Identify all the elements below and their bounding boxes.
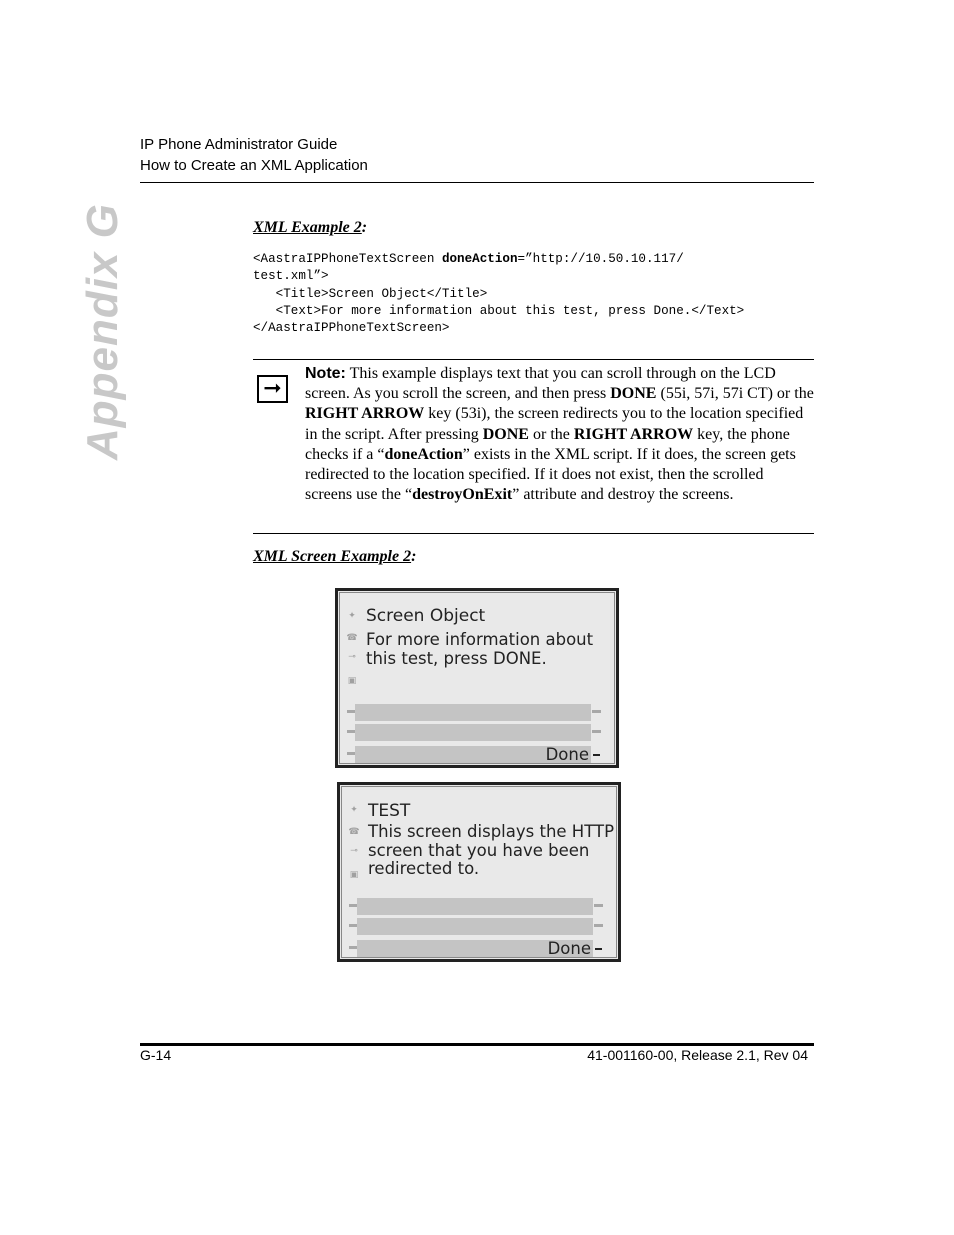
xml-example-heading: XML Example 2: — [253, 219, 368, 236]
speaker-icon: ▣ — [349, 870, 359, 880]
running-header — [140, 134, 368, 176]
header-rule — [140, 182, 814, 183]
screen-example-title: XML Screen Example 2 — [253, 548, 412, 565]
speaker-icon: ▣ — [347, 676, 357, 686]
page-number: G-14 — [140, 1047, 172, 1063]
note-label: Note: — [305, 365, 346, 382]
done-softkey[interactable]: Done — [547, 939, 591, 958]
lcd-title: Screen Object — [366, 606, 486, 626]
handset-icon: ☎ — [348, 827, 360, 837]
appendix-side-tab: Appendix G — [78, 203, 127, 460]
lcd-body: For more information about this test, press DONE. — [366, 630, 594, 668]
softkey-bar — [355, 724, 591, 741]
footer-rule — [140, 1043, 814, 1046]
chapter-title: How to Create an XML Application — [140, 157, 368, 174]
note-top-rule — [253, 359, 814, 360]
done-softkey[interactable]: Done — [545, 745, 589, 764]
softkey-dash-icon — [595, 948, 602, 950]
softkey-bar — [357, 918, 593, 935]
note-bottom-rule — [253, 533, 814, 534]
document-number: 41-001160-00, Release 2.1, Rev 04 — [587, 1047, 808, 1063]
guide-title: IP Phone Administrator Guide — [140, 136, 338, 153]
right-arrow-icon: ➞ — [257, 375, 288, 403]
lcd-title: TEST — [368, 801, 411, 821]
xml-code-block: <AastraIPPhoneTextScreen doneAction=”http://10.50.10.117/ test.xml”> <Title>Screen Object</Title> <Text>For more information about this test, press Done.</Text> </AastraIPPhoneTextScreen> — [253, 252, 745, 336]
softkey-dash-icon — [593, 754, 600, 756]
softkey-bar — [357, 898, 593, 915]
screen-example-heading: XML Screen Example 2: — [253, 548, 417, 565]
softkey-bar — [355, 704, 591, 721]
lcd-screen-2 — [337, 782, 621, 962]
key-icon: ⊸ — [348, 652, 356, 662]
xml-example-title: XML Example 2 — [253, 219, 362, 236]
key-icon: ⊸ — [350, 846, 358, 856]
line-status-icon: ✦ — [348, 611, 356, 621]
lcd-body: This screen displays the HTTP screen that you have been redirected to. — [368, 822, 615, 878]
lcd-screen-1 — [335, 588, 619, 768]
line-status-icon: ✦ — [350, 805, 358, 815]
handset-icon: ☎ — [346, 633, 358, 643]
note-text: Note: This example displays text that you can scroll through on the LCD screen. As you scroll the screen, and then press DONE (55i, 57i, 57i CT) or the RIGHT ARROW key (53i), the screen redirects you to the location specified in the script. After pressing DONE or the RIGHT ARROW key, the phone checks if a “doneAction” exists in the XML script. If it does, the screen gets redirected to the location specified. If it does not exist, then the scrolled screens use the “destroyOnExit” attribute and destroy the screens. — [305, 365, 814, 504]
